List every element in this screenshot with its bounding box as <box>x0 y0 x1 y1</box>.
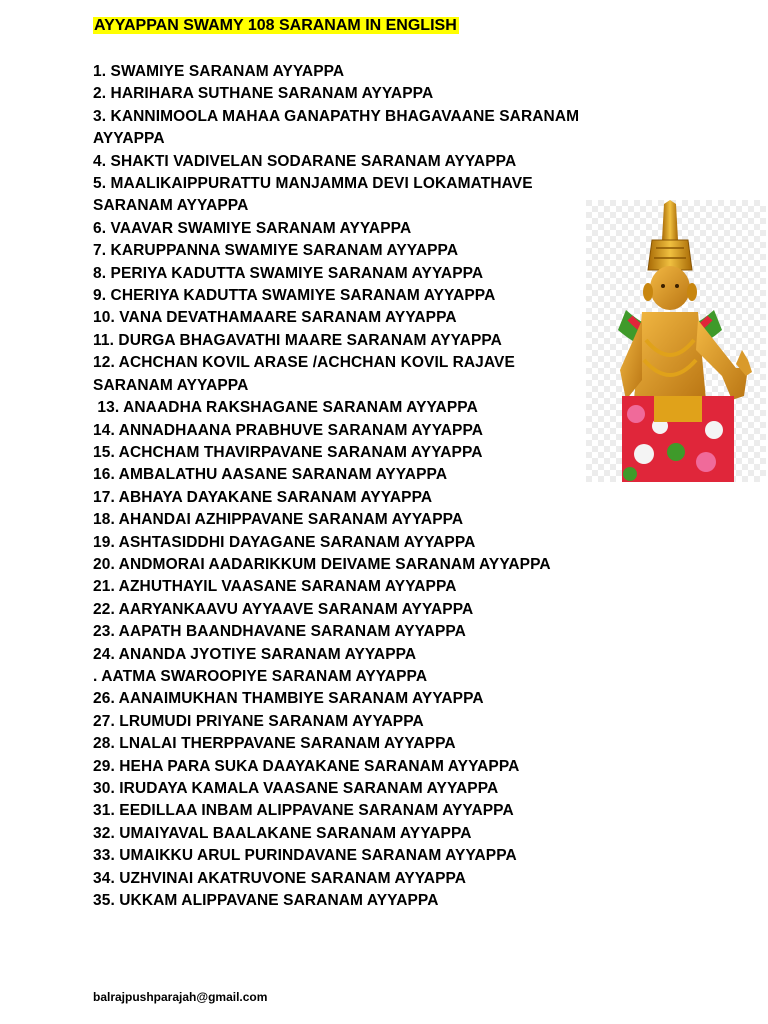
list-item: 20. ANDMORAI AADARIKKUM DEIVAME SARANAM AYYAPPA <box>93 555 551 573</box>
face <box>650 266 690 310</box>
list-item: 31. EEDILLAA INBAM ALIPPAVANE SARANAM AYYAPPA <box>93 802 514 820</box>
list-item: 17. ABHAYA DAYAKANE SARANAM AYYAPPA <box>93 488 433 506</box>
list-item: SARANAM AYYAPPA <box>93 376 249 394</box>
left-ear-ornament <box>643 283 653 301</box>
list-item: 10. VANA DEVATHAMAARE SARANAM AYYAPPA <box>93 309 457 327</box>
list-item: 32. UMAIYAVAL BAALAKANE SARANAM AYYAPPA <box>93 824 472 842</box>
list-item: . AATMA SWAROOPIYE SARANAM AYYAPPA <box>93 667 428 685</box>
list-item: 4. SHAKTI VADIVELAN SODARANE SARANAM AYYAPPA <box>93 152 517 170</box>
document-title: AYYAPPAN SWAMY 108 SARANAM IN ENGLISH <box>94 17 457 34</box>
list-item: 28. LNALAI THERPPAVANE SARANAM AYYAPPA <box>93 735 456 753</box>
list-item: 33. UMAIKKU ARUL PURINDAVANE SARANAM AYYAPPA <box>93 847 517 865</box>
saranam-list <box>93 61 673 912</box>
flower <box>634 444 654 464</box>
list-item: 9. CHERIYA KADUTTA SWAMIYE SARANAM AYYAPPA <box>93 287 496 305</box>
list-item: 7. KARUPPANNA SWAMIYE SARANAM AYYAPPA <box>93 242 459 260</box>
ayyappa-deity-image <box>586 200 766 482</box>
right-ear-ornament <box>687 283 697 301</box>
list-item: 5. MAALIKAIPPURATTU MANJAMMA DEVI LOKAMATHAVE <box>93 175 533 193</box>
list-item: 8. PERIYA KADUTTA SWAMIYE SARANAM AYYAPPA <box>93 264 484 282</box>
list-item: 6. VAAVAR SWAMIYE SARANAM AYYAPPA <box>93 219 412 237</box>
list-item: 26. AANAIMUKHAN THAMBIYE SARANAM AYYAPPA <box>93 690 484 708</box>
list-item: 35. UKKAM ALIPPAVANE SARANAM AYYAPPA <box>93 892 439 910</box>
list-item: 2. HARIHARA SUTHANE SARANAM AYYAPPA <box>93 85 434 103</box>
gold-belt <box>654 396 702 422</box>
list-item: SARANAM AYYAPPA <box>93 197 249 215</box>
list-item: 30. IRUDAYA KAMALA VAASANE SARANAM AYYAPPA <box>93 780 499 797</box>
flower <box>623 467 637 481</box>
crown <box>648 240 692 270</box>
list-item: 12. ACHCHAN KOVIL ARASE /ACHCHAN KOVIL RAJAVE <box>93 354 515 372</box>
list-item: 21. AZHUTHAYIL VAASANE SARANAM AYYAPPA <box>93 578 457 596</box>
list-item: 13. ANAADHA RAKSHAGANE SARANAM AYYAPPA <box>93 399 478 417</box>
flower <box>627 405 645 423</box>
list-item: 27. LRUMUDI PRIYANE SARANAM AYYAPPA <box>93 712 424 730</box>
list-item: 3. KANNIMOOLA MAHAA GANAPATHY BHAGAVAANE SARANAM <box>93 107 580 125</box>
list-item: 14. ANNADHAANA PRABHUVE SARANAM AYYAPPA <box>93 421 484 439</box>
list-item: 34. UZHVINAI AKATRUVONE SARANAM AYYAPPA <box>93 869 467 887</box>
right-eye <box>675 284 679 288</box>
list-item: 29. HEHA PARA SUKA DAAYAKANE SARANAM AYYAPPA <box>93 757 520 775</box>
author-email: balrajpushparajah@gmail.com <box>93 990 268 1004</box>
list-item: 24. ANANDA JYOTIYE SARANAM AYYAPPA <box>93 645 417 663</box>
crown-tip <box>662 200 678 240</box>
flower <box>705 421 723 439</box>
list-item: 15. ACHCHAM THAVIRPAVANE SARANAM AYYAPPA <box>93 443 483 461</box>
flower <box>696 452 716 472</box>
list-item: 22. AARYANKAAVU AYYAAVE SARANAM AYYAPPA <box>93 600 474 618</box>
list-item: 23. AAPATH BAANDHAVANE SARANAM AYYAPPA <box>93 623 466 641</box>
list-item: 1. SWAMIYE SARANAM AYYAPPA <box>93 63 345 80</box>
deity-illustration <box>586 200 766 482</box>
title-wrap <box>93 15 459 37</box>
list-item: AYYAPPA <box>93 130 165 148</box>
list-item: 19. ASHTASIDDHI DAYAGANE SARANAM AYYAPPA <box>93 533 476 551</box>
list-item: 16. AMBALATHU AASANE SARANAM AYYAPPA <box>93 466 448 484</box>
list-item: 11. DURGA BHAGAVATHI MAARE SARANAM AYYAPPA <box>93 331 502 349</box>
left-eye <box>661 284 665 288</box>
flower <box>667 443 685 461</box>
list-item: 18. AHANDAI AZHIPPAVANE SARANAM AYYAPPA <box>93 511 464 529</box>
